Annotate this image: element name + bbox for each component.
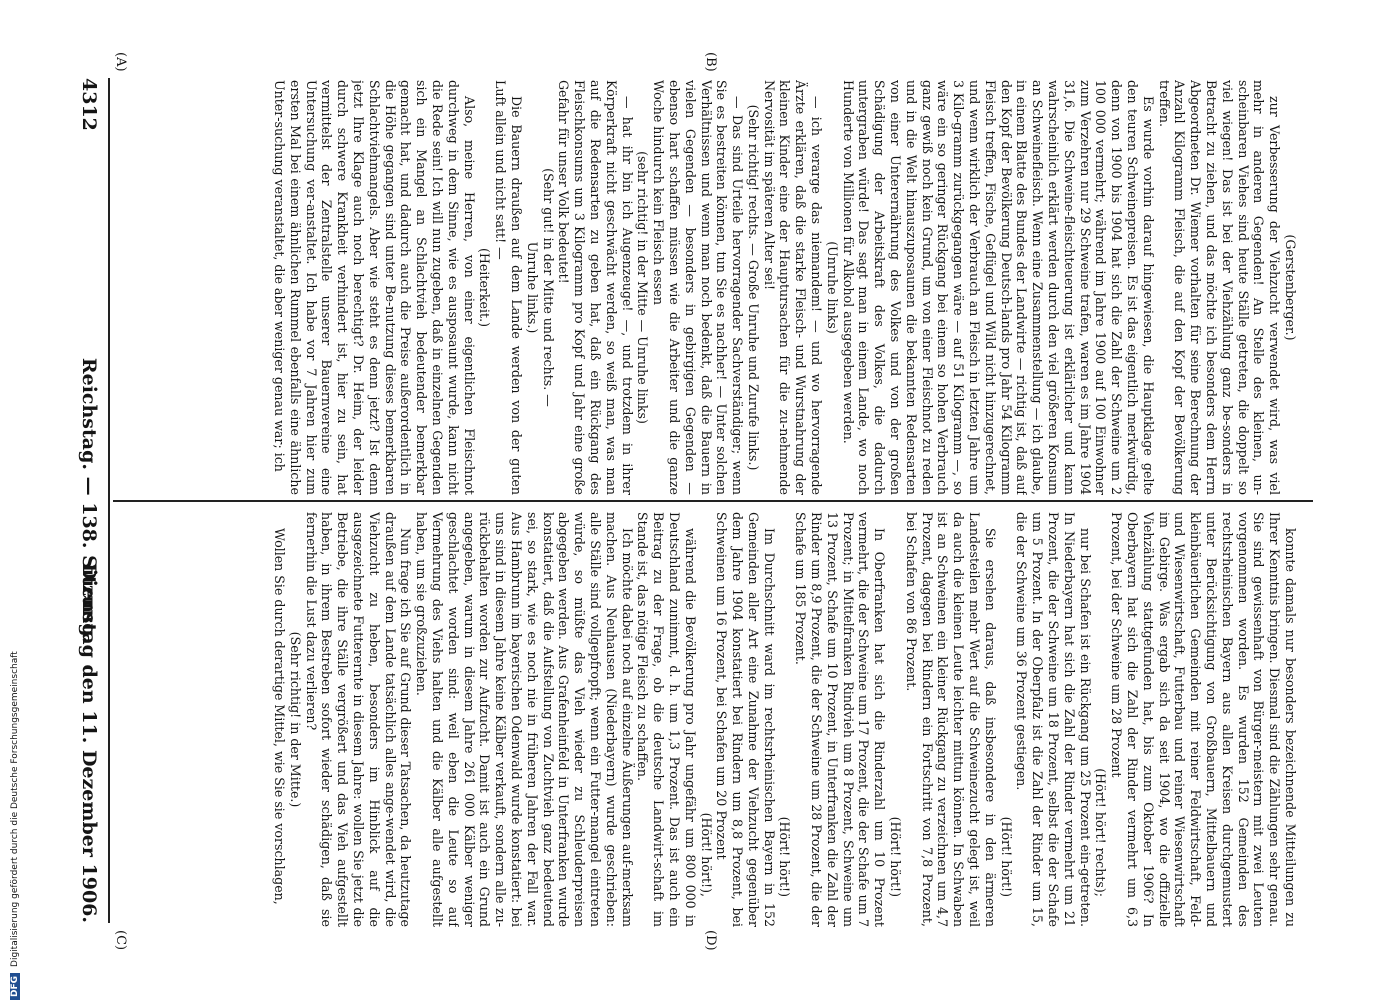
page-number: 4312	[78, 78, 100, 131]
margin-letter-d: (D)	[703, 930, 718, 951]
interjection: (Heiterkeit.)	[477, 248, 493, 327]
paragraph: Die Bauern draußen auf dem Lande werden von der guten Luft allein und nicht satt! —	[493, 80, 524, 495]
page-header	[70, 78, 100, 923]
interjection: (Sehr richtig! rechts. — Große Unruhe und Zurufe links.)	[745, 104, 761, 471]
interjection: (Hört! hört! rechts);	[1093, 768, 1109, 897]
paragraph: Im Durchschnitt ward im rechtsrheinischen Bayern in 152 Gemeinden aller Art eine Zunahme der Viehzucht gegenüber dem Jahre 1904 konstatiert bei Rindern um 8,8 Prozent, bei Schweinen um 16 Prozent, bei Schafen um 20 Prozent	[714, 512, 777, 927]
paragraph: während die Bevölkerung pro Jahr ungefähr um 800 000 in Deutschland zunimmt, d. h. um 1,3 Prozent. Das ist auch ein Beitrag zu der Frage, ob die deutsche Landwirt-schaft im Stande ist, das nötige Fleisch zu schaffen.	[635, 512, 698, 927]
interjection: (Hört! hört!)	[888, 816, 904, 897]
left-text-column	[113, 80, 1298, 495]
paragraph: konnte damals nur besonders bezeichnende Mitteilungen zu Ihrer Kenntnis bringen. Diesmal sind die Zählungen sehr genau. Sie sind gewissenhaft von Bürger-meistern mit zwei Leuten vorgenommen worden. Es wurden 152 Gemeinden des rechtsrheinischen Bayern aus allen Kreisen durchgemustert unter Berücksichtigung von Großbauern, Mittelbauern und kleinbäuerlichen Gemeinden mit reiner Feldwirtschaft, Feld- und Wiesenwirtschaft, Futterbau und reiner Wiesenwirtschaft im Gebirge. Was ergab sich da seit 1904, wo die offizielle Viehzählung stattgefunden hat, bis zum Oktober 1906? In Oberbayern hat sich die Zahl der Rinder vermehrt um 6,3 Prozent, bei der Schweine um 28 Prozent	[1109, 512, 1298, 927]
paragraph: Sie ersehen daraus, daß insbesondere in den ärmeren Landesteilen mehr Wert auf die Schweinezucht gelegt ist, weil da auch die kleinen Leute leichter mittun können. In Schwaben ist an Schweinen ein kleiner Rückgang zu verzeichnen um 4,7 Prozent, dagegen bei Rindern ein Fortschritt von 7,8 Prozent, bei Schafen von 86 Prozent.	[903, 512, 998, 927]
margin-letter-c: (C)	[113, 930, 128, 951]
paragraph: — Das sind Urteile hervorragender Sachverständiger; wenn Sie es bestreiten können, tun Sie es nachher! — Unter solchen Verhältnissen und wenn man noch bedenkt, daß die Bauern in vielen Gegenden — besonders in gebirgigen Gegenden — ebenso hart schaffen müssen wie die Arbeiter und die ganze Woche hindurch kein Fleisch essen	[651, 80, 746, 495]
interjection: (sehr richtig! in der Mitte — Unruhe links)	[635, 151, 651, 424]
margin-letter-b: (B)	[703, 52, 718, 72]
paragraph: Wollen Sie durch derartige Mittel, wie Sie sie vorschlagen,	[272, 528, 287, 905]
header-rule	[108, 78, 110, 923]
interjection: Unruhe links.)	[524, 241, 540, 334]
paragraph: Also, meine Herren, von einer eigentlichen Fleischnot durchweg in dem Sinne, wie es ausposaunt wurde, kann nicht die Rede sein! Ich will nun zugeben, daß in einzelnen Gegenden sich ein Mangel an Schlachtvieh bedeutender bemerkbar gemacht hat, und dadurch auch die Preise außerordentlich in die Höhe gegangen sind unter Be-nutzung dieses bemerkbaren Schlachtviehmangels. Aber wie steht es denn jetzt? Ist denn jetzt Ihre Klage auch noch berechtigt? Dr. Heim, der leider durch schwere Krankheit verhindert ist, hier zu sein, hat vermittelst der Zentralstelle unserer Bauernvereine eine Untersuchung ver-anstaltet. Ich habe vor 7 Jahren hier zum ersten Mal bei einem ähnlichen Rummel ebenfalls eine ähnliche Unter-suchung veranstaltet, die aber weniger genau war; ich	[272, 80, 477, 495]
column-divider	[113, 500, 1313, 502]
paragraph: In Oberfranken hat sich die Rinderzahl um 10 Prozent vermehrt, die der Schweine um 17 Prozent, die der Schafe um 7 Prozent; in Mittelfranken Rindvieh um 8 Prozent, Schweine um 13 Prozent, Schafe um 10 Prozent, in Unterfranken die Zahl der Rinder um 8,9 Prozent, die der Schweine um 28 Prozent, die der Schafe um 185 Prozent.	[793, 512, 888, 927]
interjection: (Hört! hört!)	[777, 816, 793, 897]
right-text-column	[113, 512, 1298, 927]
interjection: (Gerstenberger.)	[1283, 234, 1298, 341]
paragraph: — ich verarge das niemandem! — und wo hervorragende Ärzte erklären, daß die starke Fleisch- und Wurstnahrung der kleinen Kinder eine der Hauptursachen für die zu-nehmende Nervosität im späteren Alter sei!	[761, 80, 825, 495]
paragraph: Nun frage ich Sie auf Grund dieser Tatsachen, da heutzutage draußen auf dem Lande tatsächlich alles ange-wendet wird, die Viehzucht zu heben, besonders im Hinblick auf die ausgezeichnete Futterernte in diesem Jahre: wollen Sie jetzt die Betriebe, die ihre Ställe vergrößert und das Vieh aufgestellt haben, in ihrem Bestreben sofort wieder schädigen, daß sie fernerhin die Lust dazu verlieren?	[303, 512, 414, 927]
interjection: (Hört! hört!),	[698, 812, 714, 897]
session-title: Reichstag. — 138. Sitzung.	[78, 357, 100, 644]
interjection: (Sehr richtig! in der Mitte.)	[287, 631, 303, 808]
interjection: (Unruhe links)	[824, 241, 840, 334]
paragraph: — hat ihr bin ich Augenzeuge! —, und trotzdem in ihrer Körperkraft nicht geschwächt werden, so weiß man, was man auf die Redensarten zu geben hat, daß ein Rückgang des Fleischkonsums um 3 Kilogramm pro Kopf und Jahr eine große Gefahr für unser Volk bedeutet!	[556, 80, 635, 495]
interjection: (Sehr gut! in der Mitte und rechts. —	[540, 168, 556, 407]
paragraph: Ich möchte dabei noch auf einzelne Äußerungen auf-merksam machen. Aus Neuhausen (Niederbayern) wurde geschrieben: alle Ställe sind vollgepfropft; wenn ein Futter-mangel eintreten würde, so müßte das Vieh wieder zu Schleuderpreisen abgegeben werden. Aus Grafenheinfeld in Unterfranken wurde konstatiert, daß die Aufstellung von Zuchtvieh ganz bedeutend sei, so stark, wie es noch nie in früheren Jahren der Fall war. Aus Hambrunn im bayerischen Odenwald wurde konstatiert: bei uns sind in diesem Jahre keine Kälber verkauft, sondern alle zu-rückbehalten worden zur Aufzucht. Damit ist auch ein Grund angegeben, warum in diesem Jahre 261 000 Kälber weniger geschlachtet worden sind: weil eben die Leute so auf Vermehrung des Viehs halten und die Kälber alle aufgestellt haben, um sie großzuziehen.	[414, 512, 635, 927]
dfg-logo: DFG	[10, 973, 20, 1000]
paragraph: zur Verbesserung der Viehzucht verwendet wird, was viel mehr in anderen Gegenden! An Stelle des kleinen, un-scheinbaren Viehes sind heute Ställe getreten, die doppelt so viel wiegen! Das ist bei der Viehzählung ganz be-sonders in Betracht zu ziehen, und das möchte ich besonders dem Herrn Abgeordneten Dr. Wiemer vorhalten für seine Berechnung der Anzahl Kilogramm Fleisch, die auf den Kopf der Bevölkerung treffen.	[1156, 80, 1283, 495]
session-date: Dienstag den 11. Dezember 1906.	[78, 563, 100, 923]
footer-text: Digitalisierung gefördert durch die Deutsche Forschungsgemeinschaft	[10, 651, 20, 967]
paragraph: Es wurde vorhin darauf hingewiesen, die Hauptklage gelte den teuren Schweinepreisen. Es ist das eigentlich merkwürdig, denn von 1900 bis 1904 hat sich die Zahl der Schweine um 2 100 000 vermehrt; während im Jahre 1900 auf 100 Einwohner zum Verzehren nur 29 Schweine trafen, waren es im Jahre 1904 31,6. Die Schweine-fleischteuerung ist erklärlicher und kann wahrscheinlich erklärt werden durch den viel größeren Konsum an Schweinefleisch. Wenn eine Zusammenstellung — ich glaube, in einem Blatte des Bundes der Landwirte — richtig ist, daß auf den Kopf der Bevölkerung Deutsch-lands pro Jahr 54 Kilogramm Fleisch treffen, Fische, Geflügel und Wild nicht hinzugerechnet, und wenn wirklich der Verbrauch an Fleisch in letzten Jahre um 3 Kilo-gramm zurückgegangen wäre — auf 51 Kilogramm —, so wäre ein so geringer Rückgang bei einem so hohen Verbrauch ganz gewiß noch kein Grund, um von einer Fleischnot zu reden und in die Welt hinauszuposaunen die bekannten Redensarten von einer Unterernährung des Volkes und von der großen Schädigung der Arbeitskraft des Volkes, die dadurch untergraben würde! Das sagt man in einem Lande, wo noch Hunderte von Millionen für Alkohol ausgegeben werden.	[840, 80, 1156, 495]
footer-credit	[10, 0, 28, 1000]
paragraph: nur bei Schafen ist ein Rückgang um 25 Prozent ein-getreten. In Niederbayern hat sich die Zahl der Rinder vermehrt um 21 Prozent, die der Schweine um 18 Prozent, selbst die der Schafe um 5 Prozent. In der Oberpfalz ist die Zahl der Rinder um 15, die der Schweine um 36 Prozent gestiegen.	[1014, 512, 1093, 927]
margin-letter-a: (A)	[113, 52, 128, 72]
interjection: (Hört! hört!)	[998, 816, 1014, 897]
